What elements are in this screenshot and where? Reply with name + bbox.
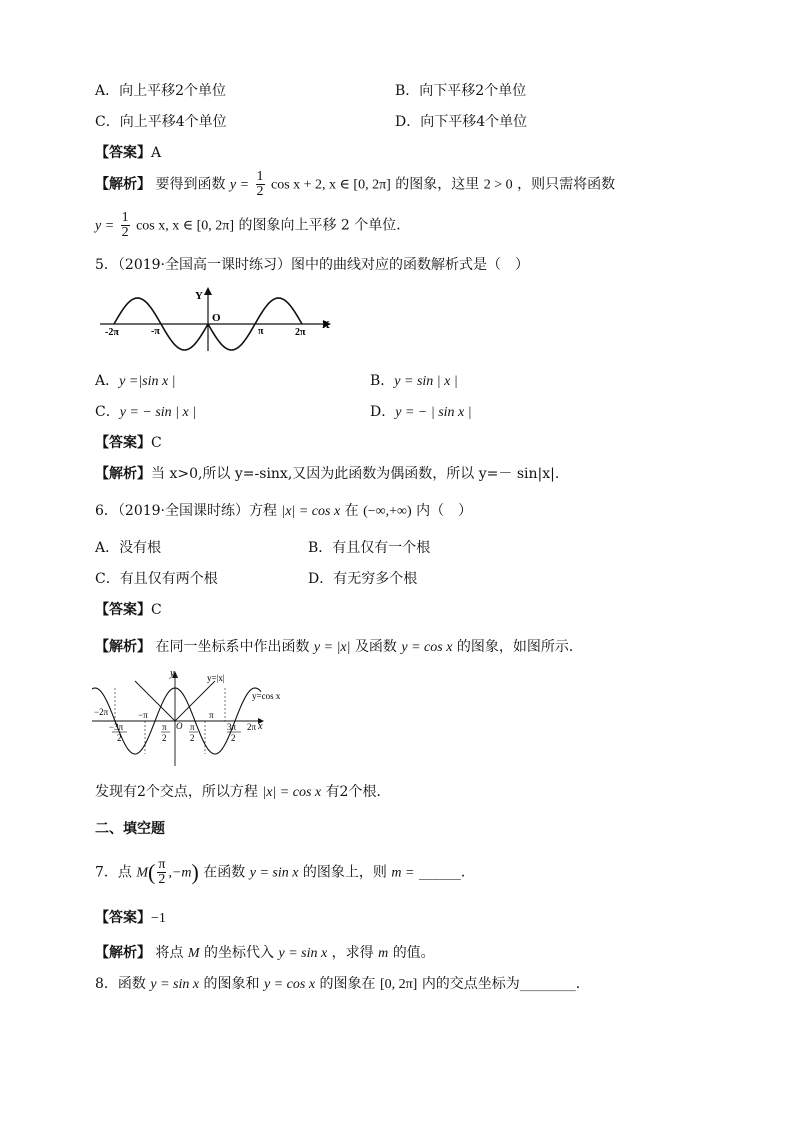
fraction-one-half: $\frac{1}{2}$ — [256, 169, 264, 199]
q6-conclusion: 发现有2个交点，所以方程 |x| = cos x 有2个根． — [95, 784, 391, 800]
q6-tick-neg2pi: −2π — [94, 707, 109, 717]
q4-analysis-line1: 【解析】 要得到函数 y = $\frac{1}{2}$ cos x + 2, x ∈ [0, 2π] 的图象，这里 2 > 0 ，则只需将函数 — [95, 169, 616, 199]
svg-text:−3π: −3π — [109, 722, 124, 732]
q5-option-d: D．y = − | sin x | — [370, 404, 472, 420]
q7-answer: 【答案】−1 — [95, 910, 166, 926]
q6-frac-neg3pi-half — [109, 722, 127, 743]
q6-option-a: A．没有根 — [95, 540, 162, 556]
q4-option-d: D．向下平移4个单位 — [395, 114, 528, 130]
svg-text:2: 2 — [162, 733, 167, 743]
q6-tick-pi: π — [209, 710, 214, 720]
q6-frac-negpi-half — [161, 722, 170, 743]
q6-tick-negpi: −π — [138, 710, 148, 720]
q4-analysis-line2: y = $\frac{1}{2}$ cos x, x ∈ [0, 2π] 的图象向上平移 2 个单位． — [95, 210, 411, 240]
q4-option-a: A．向上平移2个单位 — [95, 83, 227, 99]
q4-answer: 【答案】A — [95, 145, 162, 161]
q5-option-a: A．y =|sin x | — [95, 373, 176, 389]
q6-option-c: C．有且仅有两个根 — [95, 571, 218, 587]
q5-tick-pi: π — [258, 326, 264, 337]
svg-text:3π: 3π — [227, 722, 237, 732]
q6-cos-label: y=cos x — [252, 691, 281, 701]
q6-answer: 【答案】C — [95, 602, 162, 618]
q7-analysis: 【解析】 将点 M 的坐标代入 y = sin x ，求得 m 的值。 — [95, 945, 435, 961]
svg-text:2: 2 — [190, 733, 195, 743]
svg-text:2: 2 — [117, 733, 122, 743]
svg-text:π: π — [162, 722, 167, 732]
q5-y-label: Y — [195, 290, 203, 302]
q6-option-b: B．有且仅有一个根 — [308, 540, 431, 556]
q5-y-arrow — [204, 287, 212, 295]
q4-option-b: B．向下平移2个单位 — [395, 83, 527, 99]
q5-answer: 【答案】C — [95, 435, 162, 451]
fraction-one-half: $\frac{1}{2}$ — [121, 210, 129, 240]
q5-analysis: 【解析】当 x>0,所以 y=-sinx,又因为此函数为偶函数，所以 y=－ sin|x|. — [95, 466, 560, 482]
q5-origin-label: O — [212, 312, 221, 324]
q6-graph — [92, 666, 302, 768]
q6-x-label: x — [258, 721, 263, 732]
q6-tick-2pi: 2π — [247, 722, 257, 732]
q5-x-label: X — [322, 319, 330, 331]
q5-option-c: C．y = − sin | x | — [95, 404, 197, 420]
q6-option-d: D．有无穷多个根 — [308, 571, 418, 587]
q5-option-b: B．y = sin | x | — [370, 373, 458, 389]
q7-stem: 7．点 M( $\frac{\pi}{2}$ ,−m) 在函数 y = sin x 的图象上，则 m = ______． — [95, 857, 475, 887]
q6-abs-label: y=|x| — [207, 673, 225, 683]
fraction-pi-half: $\frac{\pi}{2}$ — [158, 857, 166, 887]
q6-stem: 6．（2019·全国课时练）方程 |x| = cos x 在 (−∞,+∞) 内（ ） — [95, 503, 473, 519]
q8-stem: 8．函数 y = sin x 的图象和 y = cos x 的图象在 [0, 2π] 内的交点坐标为________． — [95, 976, 590, 992]
q6-origin-label: O — [176, 721, 183, 731]
q6-y-label: y — [170, 668, 175, 679]
q5-tick-negpi: -π — [151, 326, 160, 337]
q5-stem: 5．（2019·全国高一课时练习）图中的曲线对应的函数解析式是（ ） — [95, 257, 529, 273]
svg-text:π: π — [190, 722, 195, 732]
svg-text:2: 2 — [231, 733, 236, 743]
q5-tick-2pi: 2π — [295, 327, 306, 338]
q6-frac-3pi-half — [227, 722, 241, 743]
section-title: 二、填空题 — [95, 821, 165, 837]
q5-graph — [95, 283, 340, 355]
q4-option-c: C．向上平移4个单位 — [95, 114, 227, 130]
q6-analysis: 【解析】 在同一坐标系中作出函数 y = |x| 及函数 y = cos x 的图象，如图所示． — [95, 639, 583, 655]
q5-tick-neg2pi: -2π — [105, 327, 119, 338]
